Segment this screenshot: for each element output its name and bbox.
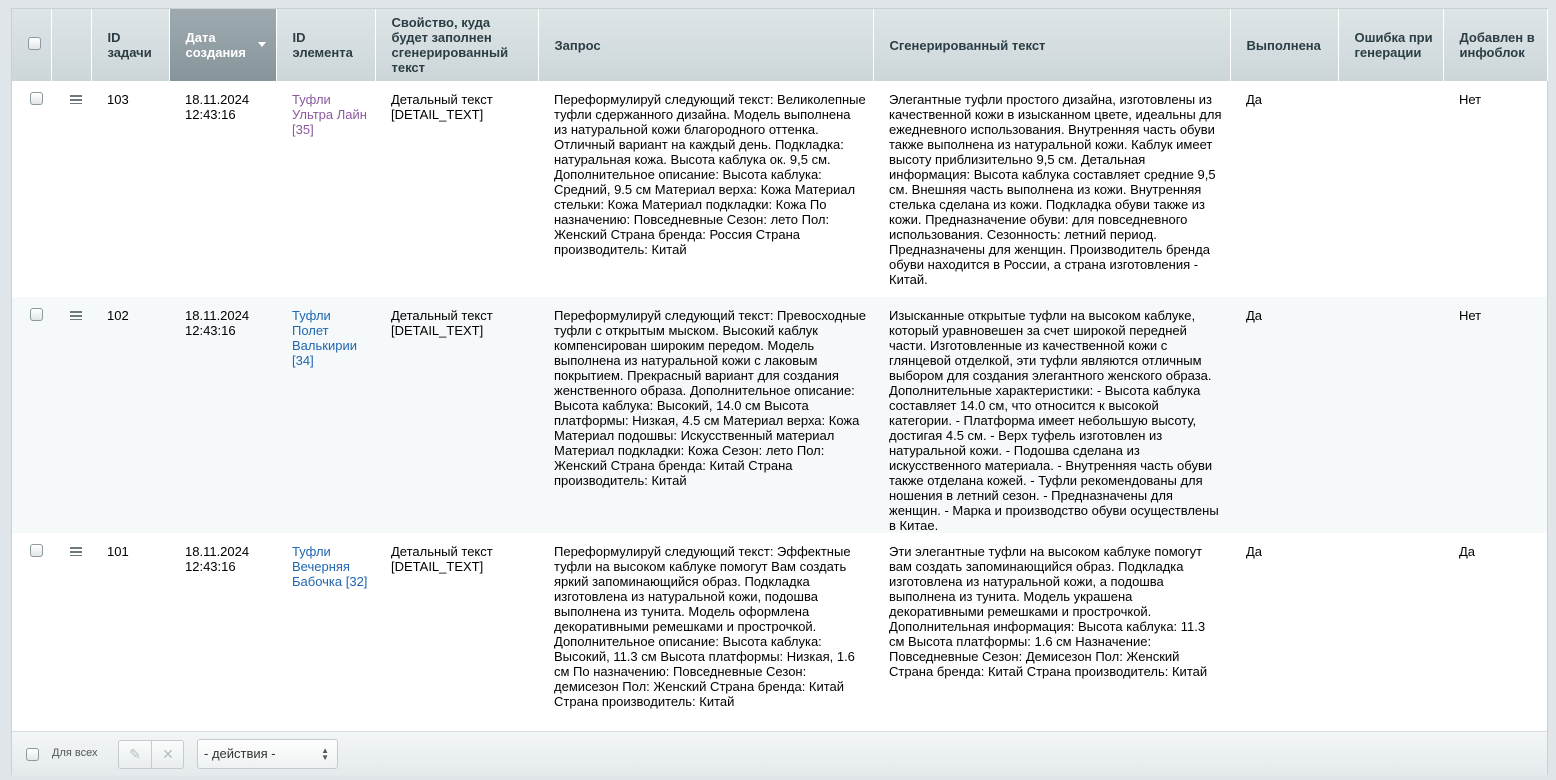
column-header-request[interactable]: Запрос <box>538 9 873 81</box>
column-header-error[interactable]: Ошибка при генерации <box>1338 9 1443 81</box>
column-header-task-id[interactable]: ID задачи <box>91 9 169 81</box>
row-checkbox[interactable] <box>30 92 43 105</box>
cell-element <box>276 533 375 737</box>
cell-generated: Изысканные открытые туфли на высоком каблуке, который уравновешен за счет широкой передней части. Изготовленные из качественной кожи с глянцевой отделкой, эти туфли являются отличным выбором для создания элегантного женского образа. Дополнительные характеристики: - Высота каблука составляет 14.0 см, что относится к высокой категории. - Платформа имеет небольшую высоту, достигая 4.5 см. - Верх туфель изготовлен из натуральной кожи. - Подошва сделана из искусственного материала. - Внутренняя часть обуви также отделана кожей. - Туфли рекомендованы для ношения в летний сезон. - Предназначены для женщин. - Марка и производство обуви осуществлены в Китае. <box>873 297 1230 533</box>
element-link[interactable]: Туфли Вечерняя Бабочка [32] <box>292 544 368 589</box>
cell-request: Переформулируй следующий текст: Эффектные туфли на высоком каблуке помогут Вам создать яркий запоминающийся образ. Подкладка изготовлена из натуральной кожи, подошва выполнена из тунита. Модель оформлена декоративными ремешками и прострочкой. Дополнительное описание: Высота каблука: Высокий, 11.3 см Высота платформы: Низкая, 1.6 см По назначению: Повседневные Сезон: демисезон Пол: Женский Страна бренда: Китай Страна производитель: Китай <box>538 533 873 737</box>
cell-property: Детальный текст [DETAIL_TEXT] <box>375 81 538 297</box>
select-all-checkbox[interactable] <box>28 37 41 50</box>
cell-added: Нет <box>1443 297 1547 533</box>
close-icon[interactable]: ✕ <box>162 746 174 762</box>
cell-error <box>1338 297 1443 533</box>
row-checkbox[interactable] <box>30 544 43 557</box>
row-checkbox[interactable] <box>30 308 43 321</box>
cell-property: Детальный текст [DETAIL_TEXT] <box>375 297 538 533</box>
cell-task-id: 101 <box>91 533 169 737</box>
column-header-generated[interactable]: Сгенерированный текст <box>873 9 1230 81</box>
cell-request: Переформулируй следующий текст: Превосходные туфли с открытым мыском. Высокий каблук компенсирован широким передом. Модель выполнена из натуральной кожи с лаковым покрытием. Прекрасный вариант для создания женственного образа. Дополнительное описание: Высота каблука: Высокий, 14.0 см Высота платформы: Низкая, 4.5 см Материал верха: Кожа Материал подошвы: Искусственный материал Материал подкладки: Кожа Сезон: лето Пол: Женский Страна бренда: Китай Страна производитель: Китай <box>538 297 873 533</box>
actions-select[interactable] <box>197 739 338 769</box>
column-header-created-label: Дата создания <box>185 30 246 60</box>
cell-added: Да <box>1443 533 1547 737</box>
actions-select-value: - действия - <box>204 746 276 761</box>
sort-desc-icon <box>258 42 266 47</box>
cell-added: Нет <box>1443 81 1547 297</box>
element-link[interactable]: Туфли Полет Валькирии [34] <box>292 308 357 368</box>
cell-generated: Элегантные туфли простого дизайна, изготовлены из качественной кожи в изысканном цвете, идеальны для ежедневного использования. Внутренняя часть обуви также выполнена из натуральной кожи. Каблук имеет высоту приблизительно 9,5 см. Детальная информация: Высота каблука составляет средние 9,5 см. Внешняя часть выполнена из кожи. Внутренняя стелька сделана из кожи. Подкладка обуви также из кожи. Предназначение обуви: для повседневного использования. Сезонность: летний период. Предназначены для женщин. Производитель бренда обуви находится в России, а страна изготовления - Китай. <box>873 81 1230 297</box>
hamburger-icon[interactable] <box>70 95 82 104</box>
table-row[interactable] <box>12 297 1547 533</box>
cell-done: Да <box>1230 297 1338 533</box>
row-menu-cell <box>51 297 91 533</box>
cell-property: Детальный текст [DETAIL_TEXT] <box>375 533 538 737</box>
cell-error <box>1338 81 1443 297</box>
cell-task-id: 102 <box>91 297 169 533</box>
row-select-cell <box>12 297 51 533</box>
cell-task-id: 103 <box>91 81 169 297</box>
select-arrows-icon: ▲ ▼ <box>321 746 329 762</box>
hamburger-icon[interactable] <box>70 311 82 320</box>
table-footer <box>12 731 1547 776</box>
row-menu-cell <box>51 533 91 737</box>
select-all-header <box>12 9 51 81</box>
cell-error <box>1338 533 1443 737</box>
menu-column-header <box>51 9 91 81</box>
column-header-added[interactable]: Добавлен в инфоблок <box>1443 9 1547 81</box>
tasks-table <box>12 9 1548 737</box>
cell-done: Да <box>1230 81 1338 297</box>
cell-created: 18.11.2024 12:43:16 <box>169 533 276 737</box>
row-action-buttons <box>118 740 184 769</box>
row-select-cell <box>12 81 51 297</box>
apply-to-all-label: Для всех <box>52 747 98 759</box>
cell-created: 18.11.2024 12:43:16 <box>169 297 276 533</box>
apply-to-all-checkbox[interactable] <box>26 748 39 761</box>
row-menu-cell <box>51 81 91 297</box>
column-header-property[interactable]: Свойство, куда будет заполнен сгенерированный текст <box>375 9 538 81</box>
column-header-element-id[interactable]: ID элемента <box>276 9 375 81</box>
cell-created: 18.11.2024 12:43:16 <box>169 81 276 297</box>
table-row[interactable] <box>12 533 1547 737</box>
row-select-cell <box>12 533 51 737</box>
cell-element <box>276 297 375 533</box>
element-link[interactable]: Туфли Ультра Лайн [35] <box>292 92 367 137</box>
cell-generated: Эти элегантные туфли на высоком каблуке помогут вам создать запоминающийся образ. Подкладка изготовлена из натуральной кожи, а подошва выполнена из тунита. Модель украшена декоративными ремешками и прострочкой. Дополнительная информация: Высота каблука: 11.3 см Высота платформы: 1.6 см Назначение: Повседневные Сезон: Демисезон Пол: Женский Страна бренда: Китай Страна производитель: Китай <box>873 533 1230 737</box>
cell-element <box>276 81 375 297</box>
column-header-done[interactable]: Выполнена <box>1230 9 1338 81</box>
cell-done: Да <box>1230 533 1338 737</box>
pencil-icon[interactable]: ✎ <box>119 741 152 768</box>
task-grid-panel <box>11 8 1548 775</box>
column-header-created[interactable] <box>169 9 276 81</box>
hamburger-icon[interactable] <box>70 547 82 556</box>
cell-request: Переформулируй следующий текст: Великолепные туфли сдержанного дизайна. Модель выполнена из натуральной кожи благородного оттенка. Отличный вариант на каждый день. Подкладка: натуральная кожа. Высота каблука ок. 9,5 см. Дополнительное описание: Высота каблука: Средний, 9.5 см Материал верха: Кожа Материал стельки: Кожа Материал подкладки: Кожа По назначению: Повседневные Сезон: лето Пол: Женский Страна бренда: Россия Страна производитель: Китай <box>538 81 873 297</box>
table-header-row <box>12 9 1547 81</box>
table-row[interactable] <box>12 81 1547 297</box>
